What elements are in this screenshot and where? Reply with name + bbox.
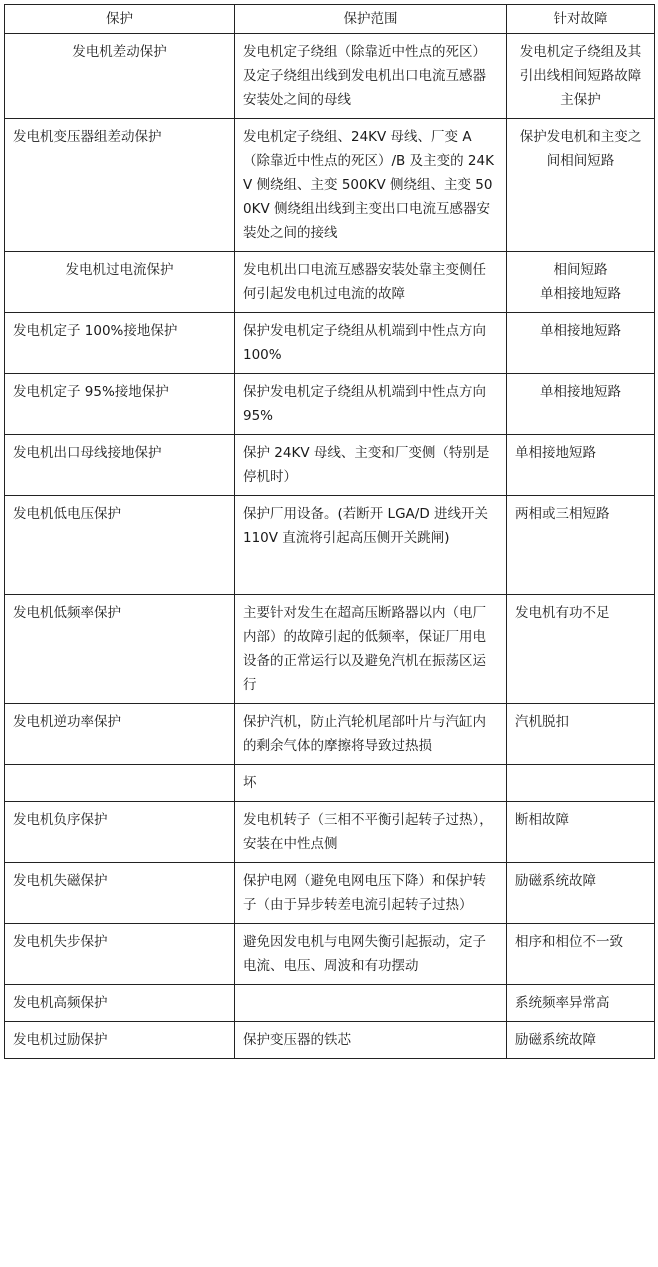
protection-range: 坏 [235, 765, 507, 802]
protection-name [5, 765, 235, 802]
fault-type: 单相接地短路 [507, 374, 655, 435]
protection-name: 发电机过电流保护 [5, 252, 235, 313]
table-row [5, 119, 655, 252]
table-row [5, 1022, 655, 1059]
protection-range: 避免因发电机与电网失衡引起振动，定子电流、电压、周波和有功摆动 [235, 924, 507, 985]
protection-name: 发电机失磁保护 [5, 863, 235, 924]
fault-type: 发电机定子绕组及其引出线相间短路故障主保护 [507, 34, 655, 119]
protection-range: 保护发电机定子绕组从机端到中性点方向 100% [235, 313, 507, 374]
header-protection: 保护 [5, 5, 235, 34]
fault-type: 单相接地短路 [507, 435, 655, 496]
protection-range [235, 985, 507, 1022]
protection-range: 保护发电机定子绕组从机端到中性点方向 95% [235, 374, 507, 435]
protection-name: 发电机低频率保护 [5, 595, 235, 704]
protection-table [4, 4, 655, 1059]
table-row [5, 704, 655, 765]
table-row [5, 595, 655, 704]
table-row [5, 985, 655, 1022]
protection-name: 发电机差动保护 [5, 34, 235, 119]
protection-name: 发电机高频保护 [5, 985, 235, 1022]
protection-range: 主要针对发生在超高压断路器以内（电厂内部）的故障引起的低频率，保证厂用电设备的正常运行以及避免汽机在振荡区运行 [235, 595, 507, 704]
header-fault: 针对故障 [507, 5, 655, 34]
protection-table-container [4, 4, 654, 1059]
fault-type: 相间短路 单相接地短路 [507, 252, 655, 313]
fault-type: 励磁系统故障 [507, 863, 655, 924]
protection-range: 发电机定子绕组、24KV 母线、厂变 A（除靠近中性点的死区）/B 及主变的 24KV 侧绕组、主变 500KV 侧绕组、主变 500KV 侧绕组出线到主变出口电流互感器安装处之间的接线 [235, 119, 507, 252]
fault-type [507, 765, 655, 802]
protection-name: 发电机失步保护 [5, 924, 235, 985]
fault-type: 两相或三相短路 [507, 496, 655, 595]
header-range: 保护范围 [235, 5, 507, 34]
table-row [5, 374, 655, 435]
protection-name: 发电机定子 95%接地保护 [5, 374, 235, 435]
table-row [5, 313, 655, 374]
fault-type: 发电机有功不足 [507, 595, 655, 704]
protection-range: 发电机出口电流互感器安装处靠主变侧任何引起发电机过电流的故障 [235, 252, 507, 313]
fault-type: 单相接地短路 [507, 313, 655, 374]
protection-range: 发电机转子（三相不平衡引起转子过热），安装在中性点侧 [235, 802, 507, 863]
protection-name: 发电机低电压保护 [5, 496, 235, 595]
protection-name: 发电机负序保护 [5, 802, 235, 863]
fault-type: 断相故障 [507, 802, 655, 863]
table-row [5, 496, 655, 595]
protection-range: 保护变压器的铁芯 [235, 1022, 507, 1059]
protection-name: 发电机逆功率保护 [5, 704, 235, 765]
fault-type: 相序和相位不一致 [507, 924, 655, 985]
protection-range: 保护厂用设备。(若断开 LGA/D 进线开关 110V 直流将引起高压侧开关跳闸) [235, 496, 507, 595]
fault-type: 汽机脱扣 [507, 704, 655, 765]
table-row [5, 252, 655, 313]
protection-range: 保护汽机，防止汽轮机尾部叶片与汽缸内的剩余气体的摩擦将导致过热损 [235, 704, 507, 765]
table-row [5, 34, 655, 119]
protection-range: 保护电网（避免电网电压下降）和保护转子（由于异步转差电流引起转子过热） [235, 863, 507, 924]
fault-type: 保护发电机和主变之间相间短路 [507, 119, 655, 252]
fault-type: 励磁系统故障 [507, 1022, 655, 1059]
protection-name: 发电机出口母线接地保护 [5, 435, 235, 496]
table-row [5, 863, 655, 924]
table-row [5, 765, 655, 802]
protection-name: 发电机变压器组差动保护 [5, 119, 235, 252]
table-row [5, 802, 655, 863]
protection-range: 保护 24KV 母线、主变和厂变侧（特别是停机时） [235, 435, 507, 496]
protection-name: 发电机定子 100%接地保护 [5, 313, 235, 374]
protection-range: 发电机定子绕组（除靠近中性点的死区）及定子绕组出线到发电机出口电流互感器安装处之间的母线 [235, 34, 507, 119]
table-row [5, 435, 655, 496]
table-row [5, 924, 655, 985]
fault-type: 系统频率异常高 [507, 985, 655, 1022]
table-header-row [5, 5, 655, 34]
protection-name: 发电机过励保护 [5, 1022, 235, 1059]
